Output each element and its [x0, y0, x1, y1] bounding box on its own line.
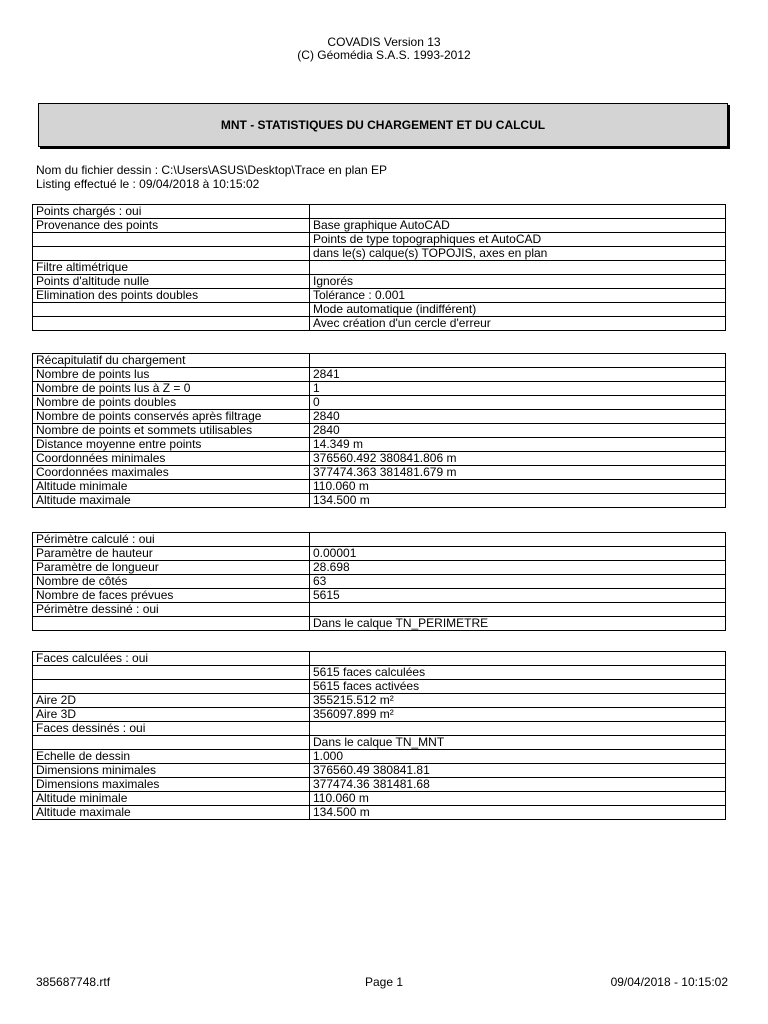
- row-label: [33, 736, 310, 750]
- row-value: 1.000: [310, 750, 726, 764]
- row-value: 14.349 m: [310, 438, 726, 452]
- row-label: Coordonnées minimales: [33, 452, 310, 466]
- row-label: Points d'altitude nulle: [33, 275, 310, 289]
- table-row: [33, 233, 726, 247]
- row-value: 134.500 m: [310, 494, 726, 508]
- row-value: [310, 603, 726, 617]
- table-row: [33, 575, 726, 589]
- row-value: 0: [310, 396, 726, 410]
- table-row: [33, 722, 726, 736]
- row-value: Avec création d'un cercle d'erreur: [310, 317, 726, 331]
- report-title-box: [38, 103, 728, 147]
- row-label: Nombre de points lus à Z = 0: [33, 382, 310, 396]
- row-value: [310, 533, 726, 547]
- row-value: 377474.363 381481.679 m: [310, 466, 726, 480]
- faces-table: [32, 651, 726, 820]
- table-row: [33, 494, 726, 508]
- perimeter-table: [32, 532, 726, 631]
- row-value: 376560.492 380841.806 m: [310, 452, 726, 466]
- row-value: Dans le calque TN_PERIMETRE: [310, 617, 726, 631]
- row-value: [310, 722, 726, 736]
- table-row: [33, 533, 726, 547]
- table-row: [33, 806, 726, 820]
- row-label: Altitude minimale: [33, 792, 310, 806]
- row-value: [310, 652, 726, 666]
- table-row: [33, 410, 726, 424]
- table-row: [33, 452, 726, 466]
- row-label: Périmètre dessiné : oui: [33, 603, 310, 617]
- table-row: [33, 589, 726, 603]
- row-value: Ignorés: [310, 275, 726, 289]
- row-label: Nombre de points et sommets utilisables: [33, 424, 310, 438]
- row-label: Nombre de points doubles: [33, 396, 310, 410]
- table-row: [33, 261, 726, 275]
- row-label: Dimensions minimales: [33, 764, 310, 778]
- file-name-line: Nom du fichier dessin : C:\Users\ASUS\Desktop\Trace en plan EP: [36, 163, 388, 177]
- row-value: 2840: [310, 410, 726, 424]
- row-label: Points chargés : oui: [33, 205, 310, 219]
- row-value: 110.060 m: [310, 480, 726, 494]
- row-label: Coordonnées maximales: [33, 466, 310, 480]
- table-row: [33, 603, 726, 617]
- table-row: [33, 750, 726, 764]
- row-label: [33, 680, 310, 694]
- row-label: Paramètre de longueur: [33, 561, 310, 575]
- row-label: Nombre de faces prévues: [33, 589, 310, 603]
- row-label: Nombre de côtés: [33, 575, 310, 589]
- table-row: [33, 303, 726, 317]
- row-value: 376560.49 380841.81: [310, 764, 726, 778]
- table-row: [33, 708, 726, 722]
- row-label: Altitude maximale: [33, 806, 310, 820]
- row-label: [33, 317, 310, 331]
- loading-summary-table: [32, 353, 726, 508]
- table-row: [33, 617, 726, 631]
- copyright: (C) Géomédia S.A.S. 1993-2012: [297, 48, 471, 62]
- table-row: [33, 694, 726, 708]
- row-value: 110.060 m: [310, 792, 726, 806]
- report-title: MNT - STATISTIQUES DU CHARGEMENT ET DU CALCUL: [220, 118, 546, 132]
- table-row: [33, 247, 726, 261]
- table-row: [33, 396, 726, 410]
- table-row: [33, 561, 726, 575]
- row-value: 134.500 m: [310, 806, 726, 820]
- row-label: Echelle de dessin: [33, 750, 310, 764]
- row-label: Altitude minimale: [33, 480, 310, 494]
- loading-settings-table: [32, 204, 726, 331]
- table-row: [33, 736, 726, 750]
- row-label: Récapitulatif du chargement: [33, 354, 310, 368]
- row-label: Distance moyenne entre points: [33, 438, 310, 452]
- table-row: [33, 317, 726, 331]
- table-row: [33, 764, 726, 778]
- row-value: [310, 261, 726, 275]
- row-value: 0.00001: [310, 547, 726, 561]
- row-value: 5615: [310, 589, 726, 603]
- row-value: [310, 205, 726, 219]
- row-value: 355215.512 m²: [310, 694, 726, 708]
- footer-datetime: 09/04/2018 - 10:15:02: [610, 975, 728, 989]
- row-value: 2840: [310, 424, 726, 438]
- row-value: 63: [310, 575, 726, 589]
- row-value: dans le(s) calque(s) TOPOJIS, axes en plan: [310, 247, 726, 261]
- row-value: 2841: [310, 368, 726, 382]
- table-row: [33, 778, 726, 792]
- row-label: Provenance des points: [33, 219, 310, 233]
- row-label: Nombre de points conservés après filtrage: [33, 410, 310, 424]
- row-value: Tolérance : 0.001: [310, 289, 726, 303]
- row-label: Nombre de points lus: [33, 368, 310, 382]
- table-row: [33, 368, 726, 382]
- table-row: [33, 219, 726, 233]
- row-value: 377474.36 381481.68: [310, 778, 726, 792]
- row-label: [33, 666, 310, 680]
- row-label: [33, 617, 310, 631]
- row-value: 28.698: [310, 561, 726, 575]
- table-row: [33, 792, 726, 806]
- table-row: [33, 480, 726, 494]
- row-label: Paramètre de hauteur: [33, 547, 310, 561]
- table-row: [33, 275, 726, 289]
- row-label: [33, 303, 310, 317]
- row-label: Elimination des points doubles: [33, 289, 310, 303]
- table-row: [33, 354, 726, 368]
- row-label: Dimensions maximales: [33, 778, 310, 792]
- row-value: 1: [310, 382, 726, 396]
- row-value: 5615 faces activées: [310, 680, 726, 694]
- row-value: Dans le calque TN_MNT: [310, 736, 726, 750]
- row-label: Faces dessinés : oui: [33, 722, 310, 736]
- row-label: Altitude maximale: [33, 494, 310, 508]
- row-value: Base graphique AutoCAD: [310, 219, 726, 233]
- listing-date-line: Listing effectué le : 09/04/2018 à 10:15:02: [36, 177, 260, 191]
- table-row: [33, 547, 726, 561]
- table-row: [33, 466, 726, 480]
- table-row: [33, 424, 726, 438]
- table-row: [33, 680, 726, 694]
- table-row: [33, 205, 726, 219]
- row-value: Points de type topographiques et AutoCAD: [310, 233, 726, 247]
- table-row: [33, 438, 726, 452]
- row-value: Mode automatique (indifférent): [310, 303, 726, 317]
- row-label: Aire 3D: [33, 708, 310, 722]
- row-label: Périmètre calculé : oui: [33, 533, 310, 547]
- table-row: [33, 289, 726, 303]
- row-label: [33, 233, 310, 247]
- table-row: [33, 652, 726, 666]
- row-value: 5615 faces calculées: [310, 666, 726, 680]
- footer-filename: 385687748.rtf: [36, 975, 111, 989]
- table-row: [33, 382, 726, 396]
- software-version: COVADIS Version 13: [327, 35, 441, 49]
- row-label: Faces calculées : oui: [33, 652, 310, 666]
- row-label: Filtre altimétrique: [33, 261, 310, 275]
- row-value: 356097.899 m²: [310, 708, 726, 722]
- row-label: [33, 247, 310, 261]
- row-value: [310, 354, 726, 368]
- footer-page-number: Page 1: [364, 975, 404, 989]
- table-row: [33, 666, 726, 680]
- row-label: Aire 2D: [33, 694, 310, 708]
